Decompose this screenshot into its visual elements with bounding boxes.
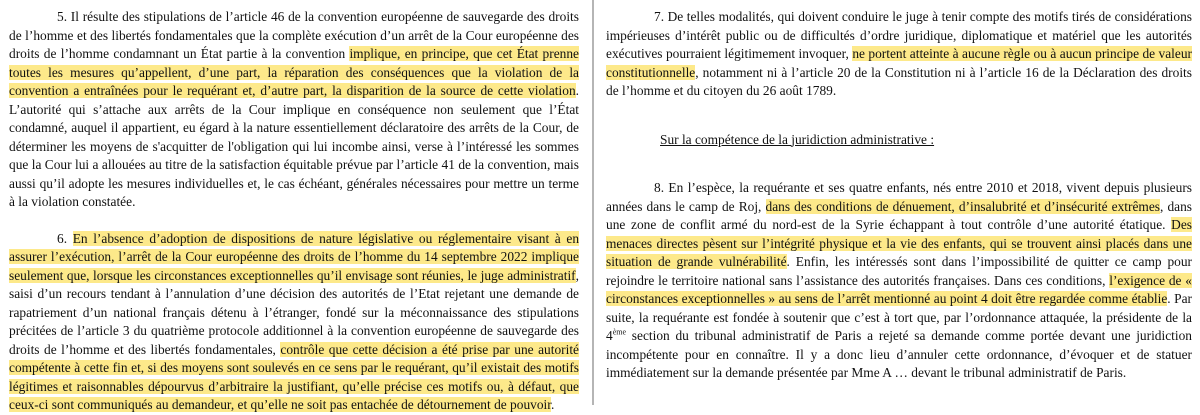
left-column [0, 0, 587, 412]
paragraph-6-text: , saisi d’un recours tendant à l’annulation d’une décision des autorités de l’Etat rejetant une demande de rapatriement d’un national français détenu à l’étranger, fondé sur la méconnaissance des stipulations précitées de l’article 3 du quatrième protocole additionnel à la convention européenne de sauvegarde des droits de l’homme et des libertés fondamentales, [9, 267, 579, 357]
paragraph-7-text: 7. De telles modalités, qui doivent conduire le juge à tenir compte des motifs tirés de considérations impérieuses d’intérêt public ou de difficultés d’ordre juridique, diplomatique et matériel que les autorités exécutives pourraient légitimement invoquer, [606, 9, 1192, 61]
ordinal-superscript: ème [612, 327, 627, 337]
paragraph-5 [9, 8, 579, 212]
paragraph-8 [606, 179, 1192, 383]
paragraph-5-text-cont: . L’autorité qui s’attache aux arrêts de la Cour implique en conséquence non seulement que l’État condamné, auquel il appartient, eu égard à la nature essentiellement déclaratoire des arrêts de la Cour, de déterminer les moyens de s'acquitter de l'obligation qui lui incombe ainsi, verse à l’intéressé les sommes que la Cour lui a allouées au titre de la satisfaction équitable prévue par l’article 41 de la convention, mais aussi qu’il adopte les mesures individuelles et, le cas échéant, générales nécessaires pour mettre un terme à la violation constatée. [9, 83, 579, 209]
paragraph-5-text: 5. Il résulte des stipulations de l’article 46 de la convention européenne de sauvegarde des droits de l’homme et des libertés fondamentales que la complète exécution d’un arrêt de la Cour européenne des droits de l’homme condamnant un État partie à la convention [9, 9, 579, 61]
paragraph-8-text-5: section du tribunal administratif de Paris a rejeté sa demande comme portée devant une juridiction incompétente pour en connaître. Il y a donc lieu d’annuler cette ordonnance, d’évoquer et de statuer immédiatement sur la demande présentée par Mme A … devant le tribunal administratif de Paris. [606, 328, 1192, 380]
paragraph-7-text-cont: , notamment ni à l’article 20 de la Constitution ni à l’article 16 de la Déclaration des droits de l’homme et du citoyen du 26 août 1789. [606, 64, 1192, 98]
paragraph-8-highlight-3: l’exigence de « circonstances exceptionnelles » au sens de l’arrêt mentionné au point 4 doit être regardée comme établie [606, 272, 1192, 306]
paragraph-8-text-3: . Enfin, les intéressés sont dans l’impossibilité de quitter ce camp pour rejoindre le territoire national sans l’assistance des autorités françaises. Dans ces conditions, [606, 254, 1192, 288]
column-divider [592, 0, 594, 405]
paragraph-8-highlight-2: Des menaces directes pèsent sur l’intégrité physique et la vie des enfants, qui se trouvent ainsi placés dans une situation de grande vulnérabilité [606, 217, 1192, 269]
paragraph-7 [606, 8, 1192, 101]
paragraph-8-highlight-1: dans des conditions de dénuement, d’insalubrité et d’insécurité extrêmes [765, 198, 1161, 214]
paragraph-6 [9, 230, 579, 415]
paragraph-8-text-4: . Par suite, la requérante est fondée à soutenir que c’est à tort que, par l’ordonnance attaquée, la présidente de la 4 [606, 291, 1192, 343]
right-column [597, 0, 1200, 405]
paragraph-6-highlight-1: En l’absence d’adoption de dispositions de nature législative ou réglementaire visant à en assurer l’exécution, l’arrêt de la Cour européenne des droits de l’homme du 14 septembre 2022 implique seulement que, lorsque les circonstances exceptionnelles qu’il envisage sont réunies, le juge administratif [9, 230, 580, 283]
paragraph-6-number: 6. [57, 230, 73, 246]
section-heading: Sur la compétence de la juridiction administrative : [660, 131, 935, 147]
paragraph-8-text: 8. En l’espèce, la requérante et ses quatre enfants, nés entre 2010 et 2018, vivent depuis plusieurs années dans le camp de Roj, [606, 180, 1192, 214]
paragraph-5-highlight: implique, en principe, que cet État prenne toutes les mesures qu’appellent, d’une part, la réparation des conséquences que la violation de la convention a entraînées pour le requérant et, d’autre part, la disparition de la source de cette violation [9, 46, 579, 98]
paragraph-spacer [606, 101, 1192, 131]
paragraph-6-end: . [550, 397, 555, 412]
paragraph-7-highlight: ne portent atteinte à aucune règle ou à aucun principe de valeur constitutionnelle [606, 46, 1192, 80]
paragraph-8-text-2: , dans une zone de conflit armé du nord-est de la Syrie échappant à tout contrôle d’une autorité étatique. [606, 198, 1192, 232]
paragraph-6-highlight-2: contrôle que cette décision a été prise par une autorité compétente à cette fin et, si des moyens sont soulevés en ce sens par le requérant, qu’il existait des motifs légitimes et raisonnables dépourvus d’arbitraire la justifiant, qu’elle précise ces motifs ou, à défaut, que ceux-ci sont communiqués au demandeur, et qu’elle ne soit pas entachée de détournement de pouvoir [9, 341, 579, 412]
paragraph-spacer [606, 149, 1192, 179]
paragraph-spacer [9, 212, 579, 230]
